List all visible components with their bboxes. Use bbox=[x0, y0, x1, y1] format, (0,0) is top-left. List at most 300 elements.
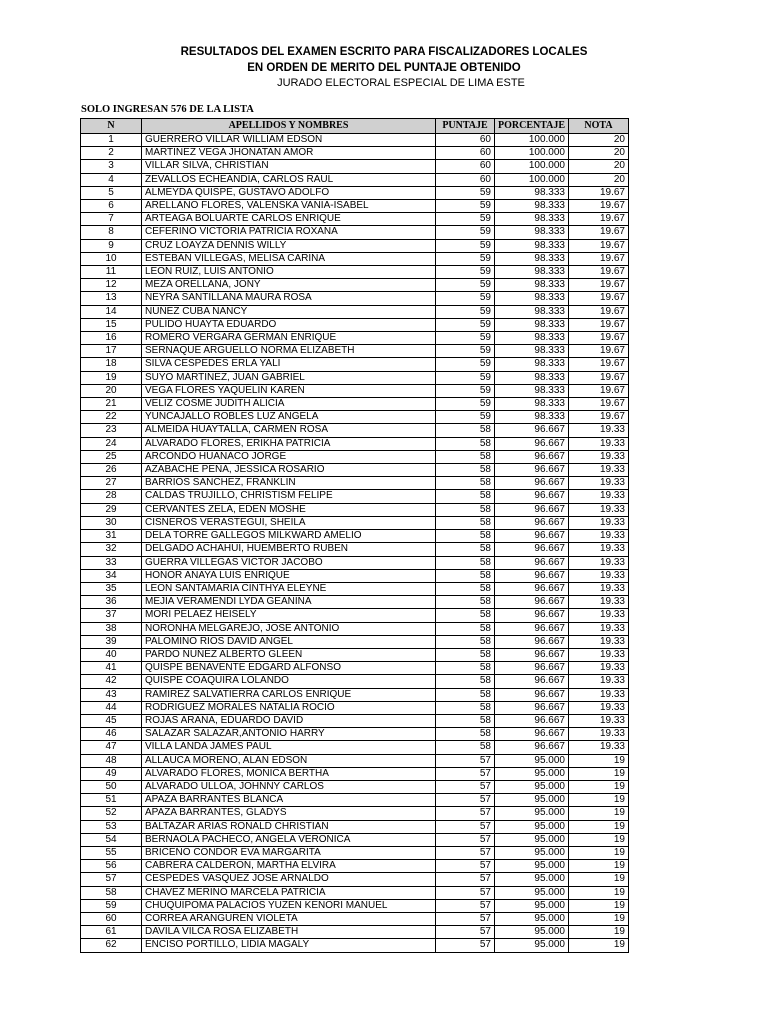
cell-puntaje: 57 bbox=[436, 846, 495, 859]
table-row bbox=[81, 846, 629, 859]
cell-nota: 19.67 bbox=[569, 398, 629, 411]
cell-name: MARTINEZ VEGA JHONATAN AMOR bbox=[142, 147, 436, 160]
cell-puntaje: 58 bbox=[436, 530, 495, 543]
cell-puntaje: 58 bbox=[436, 596, 495, 609]
cell-porcentaje: 95.000 bbox=[495, 754, 569, 767]
cell-name: CEFERINO VICTORIA PATRICIA ROXANA bbox=[142, 226, 436, 239]
cell-number: 62 bbox=[81, 939, 142, 952]
cell-porcentaje: 96.667 bbox=[495, 701, 569, 714]
table-row bbox=[81, 239, 629, 252]
cell-number: 42 bbox=[81, 675, 142, 688]
cell-number: 59 bbox=[81, 899, 142, 912]
cell-porcentaje: 95.000 bbox=[495, 899, 569, 912]
cell-name: CALDAS TRUJILLO, CHRISTISM FELIPE bbox=[142, 490, 436, 503]
cell-name: CHAVEZ MERINO MARCELA PATRICIA bbox=[142, 886, 436, 899]
cell-porcentaje: 98.333 bbox=[495, 384, 569, 397]
cell-puntaje: 59 bbox=[436, 213, 495, 226]
cell-number: 23 bbox=[81, 424, 142, 437]
cell-nota: 19 bbox=[569, 860, 629, 873]
cell-porcentaje: 98.333 bbox=[495, 398, 569, 411]
cell-name: NORONHA MELGAREJO, JOSE ANTONIO bbox=[142, 622, 436, 635]
cell-number: 44 bbox=[81, 701, 142, 714]
table-row bbox=[81, 173, 629, 186]
cell-nota: 19.67 bbox=[569, 226, 629, 239]
cell-number: 45 bbox=[81, 714, 142, 727]
cell-porcentaje: 100.000 bbox=[495, 160, 569, 173]
cell-name: APAZA BARRANTES BLANCA bbox=[142, 794, 436, 807]
cell-puntaje: 58 bbox=[436, 582, 495, 595]
cell-number: 6 bbox=[81, 200, 142, 213]
cell-number: 17 bbox=[81, 345, 142, 358]
cell-number: 49 bbox=[81, 767, 142, 780]
cell-puntaje: 59 bbox=[436, 318, 495, 331]
table-row bbox=[81, 411, 629, 424]
cell-nota: 19.67 bbox=[569, 318, 629, 331]
table-row bbox=[81, 398, 629, 411]
cell-nota: 19 bbox=[569, 754, 629, 767]
cell-number: 3 bbox=[81, 160, 142, 173]
cell-name: APAZA BARRANTES, GLADYS bbox=[142, 807, 436, 820]
cell-number: 47 bbox=[81, 741, 142, 754]
cell-name: PULIDO HUAYTA EDUARDO bbox=[142, 318, 436, 331]
cell-name: DAVILA VILCA ROSA ELIZABETH bbox=[142, 926, 436, 939]
cell-porcentaje: 98.333 bbox=[495, 318, 569, 331]
cell-name: ALVARADO ULLOA, JOHNNY CARLOS bbox=[142, 780, 436, 793]
cell-nota: 19.33 bbox=[569, 635, 629, 648]
cell-porcentaje: 95.000 bbox=[495, 912, 569, 925]
cell-nota: 19 bbox=[569, 767, 629, 780]
cell-puntaje: 57 bbox=[436, 860, 495, 873]
cell-porcentaje: 98.333 bbox=[495, 292, 569, 305]
cell-number: 39 bbox=[81, 635, 142, 648]
cell-number: 52 bbox=[81, 807, 142, 820]
table-row bbox=[81, 912, 629, 925]
cell-nota: 19.33 bbox=[569, 622, 629, 635]
cell-puntaje: 58 bbox=[436, 675, 495, 688]
cell-number: 60 bbox=[81, 912, 142, 925]
table-row bbox=[81, 200, 629, 213]
table-row bbox=[81, 728, 629, 741]
cell-nota: 19.67 bbox=[569, 213, 629, 226]
cell-number: 13 bbox=[81, 292, 142, 305]
cell-nota: 19.33 bbox=[569, 648, 629, 661]
cell-porcentaje: 95.000 bbox=[495, 926, 569, 939]
cell-porcentaje: 100.000 bbox=[495, 173, 569, 186]
cell-porcentaje: 98.333 bbox=[495, 371, 569, 384]
cell-puntaje: 57 bbox=[436, 767, 495, 780]
cell-name: BALTAZAR ARIAS RONALD CHRISTIAN bbox=[142, 820, 436, 833]
cell-name: MEZA ORELLANA, JONY bbox=[142, 279, 436, 292]
cell-porcentaje: 98.333 bbox=[495, 239, 569, 252]
table-row bbox=[81, 345, 629, 358]
cell-name: NEYRA SANTILLANA MAURA ROSA bbox=[142, 292, 436, 305]
cell-porcentaje: 95.000 bbox=[495, 873, 569, 886]
cell-nota: 19 bbox=[569, 780, 629, 793]
cell-number: 12 bbox=[81, 279, 142, 292]
cell-porcentaje: 96.667 bbox=[495, 648, 569, 661]
cell-name: MORI PELAEZ HEISELY bbox=[142, 609, 436, 622]
cell-porcentaje: 100.000 bbox=[495, 134, 569, 147]
cell-nota: 19.67 bbox=[569, 384, 629, 397]
cell-number: 25 bbox=[81, 450, 142, 463]
cell-name: ROJAS ARANA, EDUARDO DAVID bbox=[142, 714, 436, 727]
cell-nota: 19.67 bbox=[569, 266, 629, 279]
cell-number: 1 bbox=[81, 134, 142, 147]
cell-puntaje: 59 bbox=[436, 384, 495, 397]
cell-puntaje: 58 bbox=[436, 635, 495, 648]
cell-name: QUISPE BENAVENTE EDGARD ALFONSO bbox=[142, 662, 436, 675]
cell-nota: 19.67 bbox=[569, 358, 629, 371]
cell-nota: 19 bbox=[569, 939, 629, 952]
cell-porcentaje: 98.333 bbox=[495, 305, 569, 318]
cell-porcentaje: 95.000 bbox=[495, 846, 569, 859]
cell-puntaje: 59 bbox=[436, 292, 495, 305]
cell-number: 14 bbox=[81, 305, 142, 318]
table-row bbox=[81, 358, 629, 371]
cell-porcentaje: 98.333 bbox=[495, 332, 569, 345]
cell-porcentaje: 98.333 bbox=[495, 358, 569, 371]
table-row bbox=[81, 860, 629, 873]
table-row bbox=[81, 688, 629, 701]
table-row bbox=[81, 741, 629, 754]
cell-nota: 19.33 bbox=[569, 464, 629, 477]
cell-number: 46 bbox=[81, 728, 142, 741]
cell-number: 48 bbox=[81, 754, 142, 767]
cell-porcentaje: 95.000 bbox=[495, 807, 569, 820]
cell-puntaje: 60 bbox=[436, 134, 495, 147]
cell-name: NUÑEZ CUBA NANCY bbox=[142, 305, 436, 318]
cell-nota: 19.33 bbox=[569, 662, 629, 675]
cell-number: 43 bbox=[81, 688, 142, 701]
cell-puntaje: 60 bbox=[436, 147, 495, 160]
cell-nota: 19.67 bbox=[569, 200, 629, 213]
cell-puntaje: 57 bbox=[436, 926, 495, 939]
cell-number: 32 bbox=[81, 543, 142, 556]
issuing-body: JURADO ELECTORAL ESPECIAL DE LIMA ESTE bbox=[277, 77, 525, 89]
cell-number: 26 bbox=[81, 464, 142, 477]
cell-name: SALAZAR SALAZAR,ANTONIO HARRY bbox=[142, 728, 436, 741]
cell-number: 21 bbox=[81, 398, 142, 411]
cell-puntaje: 57 bbox=[436, 912, 495, 925]
cell-number: 61 bbox=[81, 926, 142, 939]
cell-nota: 19.33 bbox=[569, 741, 629, 754]
cell-puntaje: 59 bbox=[436, 371, 495, 384]
cell-porcentaje: 96.667 bbox=[495, 450, 569, 463]
cell-nota: 19 bbox=[569, 873, 629, 886]
cell-nota: 19.33 bbox=[569, 450, 629, 463]
cell-puntaje: 58 bbox=[436, 490, 495, 503]
cell-puntaje: 58 bbox=[436, 437, 495, 450]
cell-porcentaje: 98.333 bbox=[495, 279, 569, 292]
cell-puntaje: 59 bbox=[436, 186, 495, 199]
table-row bbox=[81, 252, 629, 265]
table-row bbox=[81, 160, 629, 173]
table-row bbox=[81, 820, 629, 833]
cell-name: ROMERO VERGARA GERMAN ENRIQUE bbox=[142, 332, 436, 345]
cell-puntaje: 58 bbox=[436, 464, 495, 477]
cell-nota: 19.33 bbox=[569, 714, 629, 727]
cell-porcentaje: 96.667 bbox=[495, 530, 569, 543]
table-row bbox=[81, 490, 629, 503]
cell-number: 16 bbox=[81, 332, 142, 345]
cell-porcentaje: 98.333 bbox=[495, 266, 569, 279]
table-row bbox=[81, 754, 629, 767]
cell-name: ALMEYDA QUISPE, GUSTAVO ADOLFO bbox=[142, 186, 436, 199]
cell-puntaje: 58 bbox=[436, 424, 495, 437]
table-row bbox=[81, 635, 629, 648]
cell-nota: 19.33 bbox=[569, 503, 629, 516]
header-nombres: APELLIDOS Y NOMBRES bbox=[142, 119, 436, 134]
cell-puntaje: 60 bbox=[436, 173, 495, 186]
cell-name: CORREA ARANGUREN VIOLETA bbox=[142, 912, 436, 925]
table-row bbox=[81, 622, 629, 635]
cell-puntaje: 57 bbox=[436, 820, 495, 833]
cell-puntaje: 59 bbox=[436, 266, 495, 279]
table-row bbox=[81, 780, 629, 793]
cell-name: SILVA CESPEDES ERLA YALI bbox=[142, 358, 436, 371]
cell-porcentaje: 96.667 bbox=[495, 688, 569, 701]
table-row bbox=[81, 186, 629, 199]
cell-nota: 19.33 bbox=[569, 530, 629, 543]
cell-porcentaje: 98.333 bbox=[495, 252, 569, 265]
table-row bbox=[81, 503, 629, 516]
document-subtitle: EN ORDEN DE MERITO DEL PUNTAJE OBTENIDO bbox=[247, 62, 521, 74]
cell-nota: 19 bbox=[569, 912, 629, 925]
table-row bbox=[81, 530, 629, 543]
table-row bbox=[81, 516, 629, 529]
cell-porcentaje: 96.667 bbox=[495, 464, 569, 477]
cell-number: 10 bbox=[81, 252, 142, 265]
admission-note: SOLO INGRESAN 576 DE LA LISTA bbox=[81, 104, 254, 115]
cell-name: VILLAR SILVA, CHRISTIAN bbox=[142, 160, 436, 173]
table-row bbox=[81, 556, 629, 569]
cell-name: ALVARADO FLORES, ERIKHA PATRICIA bbox=[142, 437, 436, 450]
cell-nota: 19.33 bbox=[569, 701, 629, 714]
cell-name: YUNCAJALLO ROBLES LUZ ANGELA bbox=[142, 411, 436, 424]
cell-name: ARCONDO HUANACO JORGE bbox=[142, 450, 436, 463]
cell-number: 50 bbox=[81, 780, 142, 793]
table-row bbox=[81, 873, 629, 886]
cell-puntaje: 58 bbox=[436, 688, 495, 701]
cell-nota: 20 bbox=[569, 147, 629, 160]
cell-nota: 19.33 bbox=[569, 675, 629, 688]
cell-porcentaje: 96.667 bbox=[495, 609, 569, 622]
table-row bbox=[81, 305, 629, 318]
cell-nota: 19.67 bbox=[569, 411, 629, 424]
cell-porcentaje: 95.000 bbox=[495, 794, 569, 807]
cell-porcentaje: 96.667 bbox=[495, 662, 569, 675]
cell-puntaje: 58 bbox=[436, 556, 495, 569]
table-row bbox=[81, 648, 629, 661]
results-body bbox=[81, 134, 629, 953]
cell-porcentaje: 96.667 bbox=[495, 503, 569, 516]
cell-nota: 19.67 bbox=[569, 345, 629, 358]
cell-puntaje: 59 bbox=[436, 279, 495, 292]
cell-number: 18 bbox=[81, 358, 142, 371]
table-row bbox=[81, 701, 629, 714]
table-row bbox=[81, 767, 629, 780]
cell-puntaje: 59 bbox=[436, 345, 495, 358]
cell-porcentaje: 95.000 bbox=[495, 860, 569, 873]
cell-name: ALVARADO FLORES, MONICA BERTHA bbox=[142, 767, 436, 780]
cell-nota: 19.67 bbox=[569, 252, 629, 265]
cell-porcentaje: 95.000 bbox=[495, 939, 569, 952]
cell-puntaje: 58 bbox=[436, 648, 495, 661]
table-row bbox=[81, 147, 629, 160]
cell-number: 28 bbox=[81, 490, 142, 503]
cell-puntaje: 58 bbox=[436, 728, 495, 741]
cell-puntaje: 58 bbox=[436, 450, 495, 463]
cell-puntaje: 57 bbox=[436, 807, 495, 820]
cell-number: 7 bbox=[81, 213, 142, 226]
cell-nota: 19.33 bbox=[569, 543, 629, 556]
cell-porcentaje: 96.667 bbox=[495, 675, 569, 688]
cell-puntaje: 58 bbox=[436, 569, 495, 582]
cell-number: 53 bbox=[81, 820, 142, 833]
table-row bbox=[81, 939, 629, 952]
table-row bbox=[81, 424, 629, 437]
cell-nota: 19.33 bbox=[569, 556, 629, 569]
cell-number: 15 bbox=[81, 318, 142, 331]
cell-porcentaje: 96.667 bbox=[495, 516, 569, 529]
table-row bbox=[81, 794, 629, 807]
table-row bbox=[81, 464, 629, 477]
table-row bbox=[81, 292, 629, 305]
table-row bbox=[81, 332, 629, 345]
cell-porcentaje: 98.333 bbox=[495, 186, 569, 199]
cell-porcentaje: 96.667 bbox=[495, 490, 569, 503]
cell-nota: 19 bbox=[569, 833, 629, 846]
cell-name: HONOR ANAYA LUIS ENRIQUE bbox=[142, 569, 436, 582]
cell-puntaje: 57 bbox=[436, 754, 495, 767]
cell-puntaje: 59 bbox=[436, 239, 495, 252]
table-row bbox=[81, 609, 629, 622]
cell-porcentaje: 98.333 bbox=[495, 200, 569, 213]
cell-puntaje: 59 bbox=[436, 332, 495, 345]
cell-name: DELA TORRE GALLEGOS MILKWARD AMELIO bbox=[142, 530, 436, 543]
cell-puntaje: 57 bbox=[436, 794, 495, 807]
cell-nota: 19.67 bbox=[569, 239, 629, 252]
cell-name: AZABACHE PEÑA, JESSICA ROSARIO bbox=[142, 464, 436, 477]
cell-name: VILLA LANDA JAMES PAUL bbox=[142, 741, 436, 754]
cell-puntaje: 58 bbox=[436, 741, 495, 754]
cell-nota: 20 bbox=[569, 160, 629, 173]
cell-porcentaje: 96.667 bbox=[495, 477, 569, 490]
cell-name: BERNAOLA PACHECO, ANGELA VERONICA bbox=[142, 833, 436, 846]
table-header-row bbox=[81, 119, 629, 134]
cell-nota: 19 bbox=[569, 899, 629, 912]
cell-porcentaje: 96.667 bbox=[495, 569, 569, 582]
cell-porcentaje: 96.667 bbox=[495, 556, 569, 569]
cell-porcentaje: 98.333 bbox=[495, 226, 569, 239]
cell-name: VELIZ COSME JUDITH ALICIA bbox=[142, 398, 436, 411]
cell-porcentaje: 95.000 bbox=[495, 780, 569, 793]
cell-porcentaje: 96.667 bbox=[495, 582, 569, 595]
cell-nota: 19 bbox=[569, 820, 629, 833]
cell-puntaje: 59 bbox=[436, 252, 495, 265]
table-row bbox=[81, 371, 629, 384]
cell-nota: 19.67 bbox=[569, 371, 629, 384]
cell-nota: 20 bbox=[569, 173, 629, 186]
cell-number: 5 bbox=[81, 186, 142, 199]
cell-puntaje: 58 bbox=[436, 622, 495, 635]
cell-puntaje: 59 bbox=[436, 398, 495, 411]
cell-puntaje: 58 bbox=[436, 503, 495, 516]
cell-porcentaje: 96.667 bbox=[495, 741, 569, 754]
cell-porcentaje: 98.333 bbox=[495, 345, 569, 358]
table-row bbox=[81, 807, 629, 820]
cell-porcentaje: 96.667 bbox=[495, 728, 569, 741]
cell-number: 38 bbox=[81, 622, 142, 635]
cell-puntaje: 59 bbox=[436, 358, 495, 371]
cell-puntaje: 59 bbox=[436, 200, 495, 213]
cell-porcentaje: 96.667 bbox=[495, 596, 569, 609]
cell-nota: 19.67 bbox=[569, 332, 629, 345]
cell-name: CHUQUIPOMA PALACIOS YUZEN KENORI MANUEL bbox=[142, 899, 436, 912]
cell-nota: 19.33 bbox=[569, 609, 629, 622]
cell-number: 34 bbox=[81, 569, 142, 582]
table-row bbox=[81, 450, 629, 463]
cell-nota: 19.33 bbox=[569, 569, 629, 582]
table-row bbox=[81, 582, 629, 595]
cell-name: QUISPE COAQUIRA LOLANDO bbox=[142, 675, 436, 688]
cell-name: BARRIOS SANCHEZ, FRANKLIN bbox=[142, 477, 436, 490]
cell-number: 57 bbox=[81, 873, 142, 886]
cell-porcentaje: 98.333 bbox=[495, 411, 569, 424]
cell-puntaje: 57 bbox=[436, 833, 495, 846]
cell-puntaje: 59 bbox=[436, 226, 495, 239]
table-row bbox=[81, 899, 629, 912]
cell-number: 29 bbox=[81, 503, 142, 516]
cell-nota: 19.33 bbox=[569, 424, 629, 437]
cell-name: VEGA FLORES YAQUELIN KAREN bbox=[142, 384, 436, 397]
cell-porcentaje: 96.667 bbox=[495, 635, 569, 648]
cell-name: ALMEIDA HUAYTALLA, CARMEN ROSA bbox=[142, 424, 436, 437]
table-row bbox=[81, 926, 629, 939]
cell-name: DELGADO ACHAHUI, HUEMBERTO RUBEN bbox=[142, 543, 436, 556]
cell-name: LEON RUIZ, LUIS ANTONIO bbox=[142, 266, 436, 279]
cell-name: MEJIA VERAMENDI LYDA GEANINA bbox=[142, 596, 436, 609]
cell-number: 40 bbox=[81, 648, 142, 661]
document-title: RESULTADOS DEL EXAMEN ESCRITO PARA FISCALIZADORES LOCALES bbox=[180, 46, 588, 58]
cell-name: CISNEROS VERASTEGUI, SHEILA bbox=[142, 516, 436, 529]
cell-number: 31 bbox=[81, 530, 142, 543]
cell-porcentaje: 95.000 bbox=[495, 833, 569, 846]
table-row bbox=[81, 134, 629, 147]
cell-number: 8 bbox=[81, 226, 142, 239]
table-row bbox=[81, 714, 629, 727]
cell-nota: 19.33 bbox=[569, 688, 629, 701]
cell-number: 4 bbox=[81, 173, 142, 186]
table-row bbox=[81, 596, 629, 609]
cell-puntaje: 58 bbox=[436, 477, 495, 490]
table-row bbox=[81, 675, 629, 688]
cell-nota: 19.33 bbox=[569, 490, 629, 503]
cell-number: 55 bbox=[81, 846, 142, 859]
header-n: N bbox=[81, 119, 142, 134]
cell-name: GUERRA VILLEGAS VICTOR JACOBO bbox=[142, 556, 436, 569]
cell-nota: 19.33 bbox=[569, 477, 629, 490]
cell-nota: 19.33 bbox=[569, 728, 629, 741]
results-table bbox=[80, 118, 629, 953]
header-porcentaje: PORCENTAJE bbox=[495, 119, 569, 134]
table-row bbox=[81, 569, 629, 582]
header-nota: NOTA bbox=[569, 119, 629, 134]
cell-number: 37 bbox=[81, 609, 142, 622]
cell-puntaje: 57 bbox=[436, 899, 495, 912]
cell-name: ALLAUCA MORENO, ALAN EDSON bbox=[142, 754, 436, 767]
cell-puntaje: 58 bbox=[436, 543, 495, 556]
